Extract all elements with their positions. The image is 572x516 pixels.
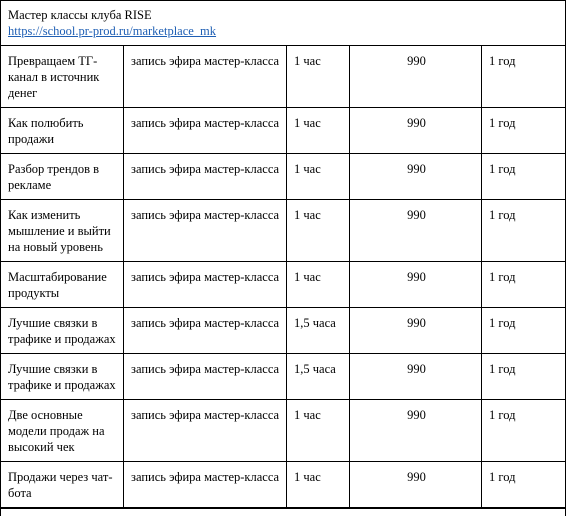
access-cell: 1 год	[482, 200, 566, 262]
course-name-cell: Лучшие связки в трафике и продажах	[1, 354, 124, 400]
duration-cell: 1,5 часа	[287, 308, 350, 354]
format-cell: запись эфира мастер-класса	[124, 400, 287, 462]
table-header-cell	[1, 1, 566, 46]
access-cell: 1 год	[482, 46, 566, 108]
course-name-cell: Две основные модели продаж на высокий чек	[1, 400, 124, 462]
next-table-row-edge	[0, 508, 566, 516]
format-cell: запись эфира мастер-класса	[124, 462, 287, 508]
table-title: Мастер классы клуба RISE	[8, 8, 152, 22]
format-cell: запись эфира мастер-класса	[124, 262, 287, 308]
table-row	[1, 462, 566, 508]
access-cell: 1 год	[482, 154, 566, 200]
format-cell: запись эфира мастер-класса	[124, 200, 287, 262]
table-row	[1, 354, 566, 400]
price-cell: 990	[350, 354, 482, 400]
price-cell: 990	[350, 200, 482, 262]
table-row	[1, 200, 566, 262]
format-cell: запись эфира мастер-класса	[124, 308, 287, 354]
table-row	[1, 262, 566, 308]
access-cell: 1 год	[482, 462, 566, 508]
marketplace-link[interactable]: https://school.pr-prod.ru/marketplace_mk	[8, 24, 217, 38]
price-cell: 990	[350, 462, 482, 508]
access-cell: 1 год	[482, 354, 566, 400]
format-cell: запись эфира мастер-класса	[124, 46, 287, 108]
duration-cell: 1 час	[287, 200, 350, 262]
course-name-cell: Как полюбить продажи	[1, 108, 124, 154]
table-header-row	[1, 1, 566, 46]
duration-cell: 1 час	[287, 108, 350, 154]
table-row	[1, 154, 566, 200]
course-name-cell: Масштабирование продукты	[1, 262, 124, 308]
duration-cell: 1 час	[287, 400, 350, 462]
format-cell: запись эфира мастер-класса	[124, 108, 287, 154]
course-name-cell: Лучшие связки в трафике и продажах	[1, 308, 124, 354]
table-row	[1, 308, 566, 354]
course-name-cell: Разбор трендов в рекламе	[1, 154, 124, 200]
duration-cell: 1 час	[287, 262, 350, 308]
course-name-cell: Превращаем ТГ-канал в источник денег	[1, 46, 124, 108]
duration-cell: 1,5 часа	[287, 354, 350, 400]
table-row	[1, 46, 566, 108]
duration-cell: 1 час	[287, 46, 350, 108]
access-cell: 1 год	[482, 400, 566, 462]
price-cell: 990	[350, 108, 482, 154]
access-cell: 1 год	[482, 108, 566, 154]
access-cell: 1 год	[482, 262, 566, 308]
duration-cell: 1 час	[287, 462, 350, 508]
course-name-cell: Как изменить мышление и выйти на новый уровень	[1, 200, 124, 262]
price-cell: 990	[350, 308, 482, 354]
table-row	[1, 108, 566, 154]
price-cell: 990	[350, 262, 482, 308]
price-cell: 990	[350, 400, 482, 462]
price-cell: 990	[350, 154, 482, 200]
access-cell: 1 год	[482, 308, 566, 354]
format-cell: запись эфира мастер-класса	[124, 354, 287, 400]
course-name-cell: Продажи через чат-бота	[1, 462, 124, 508]
price-cell: 990	[350, 46, 482, 108]
table-row	[1, 400, 566, 462]
format-cell: запись эфира мастер-класса	[124, 154, 287, 200]
duration-cell: 1 час	[287, 154, 350, 200]
